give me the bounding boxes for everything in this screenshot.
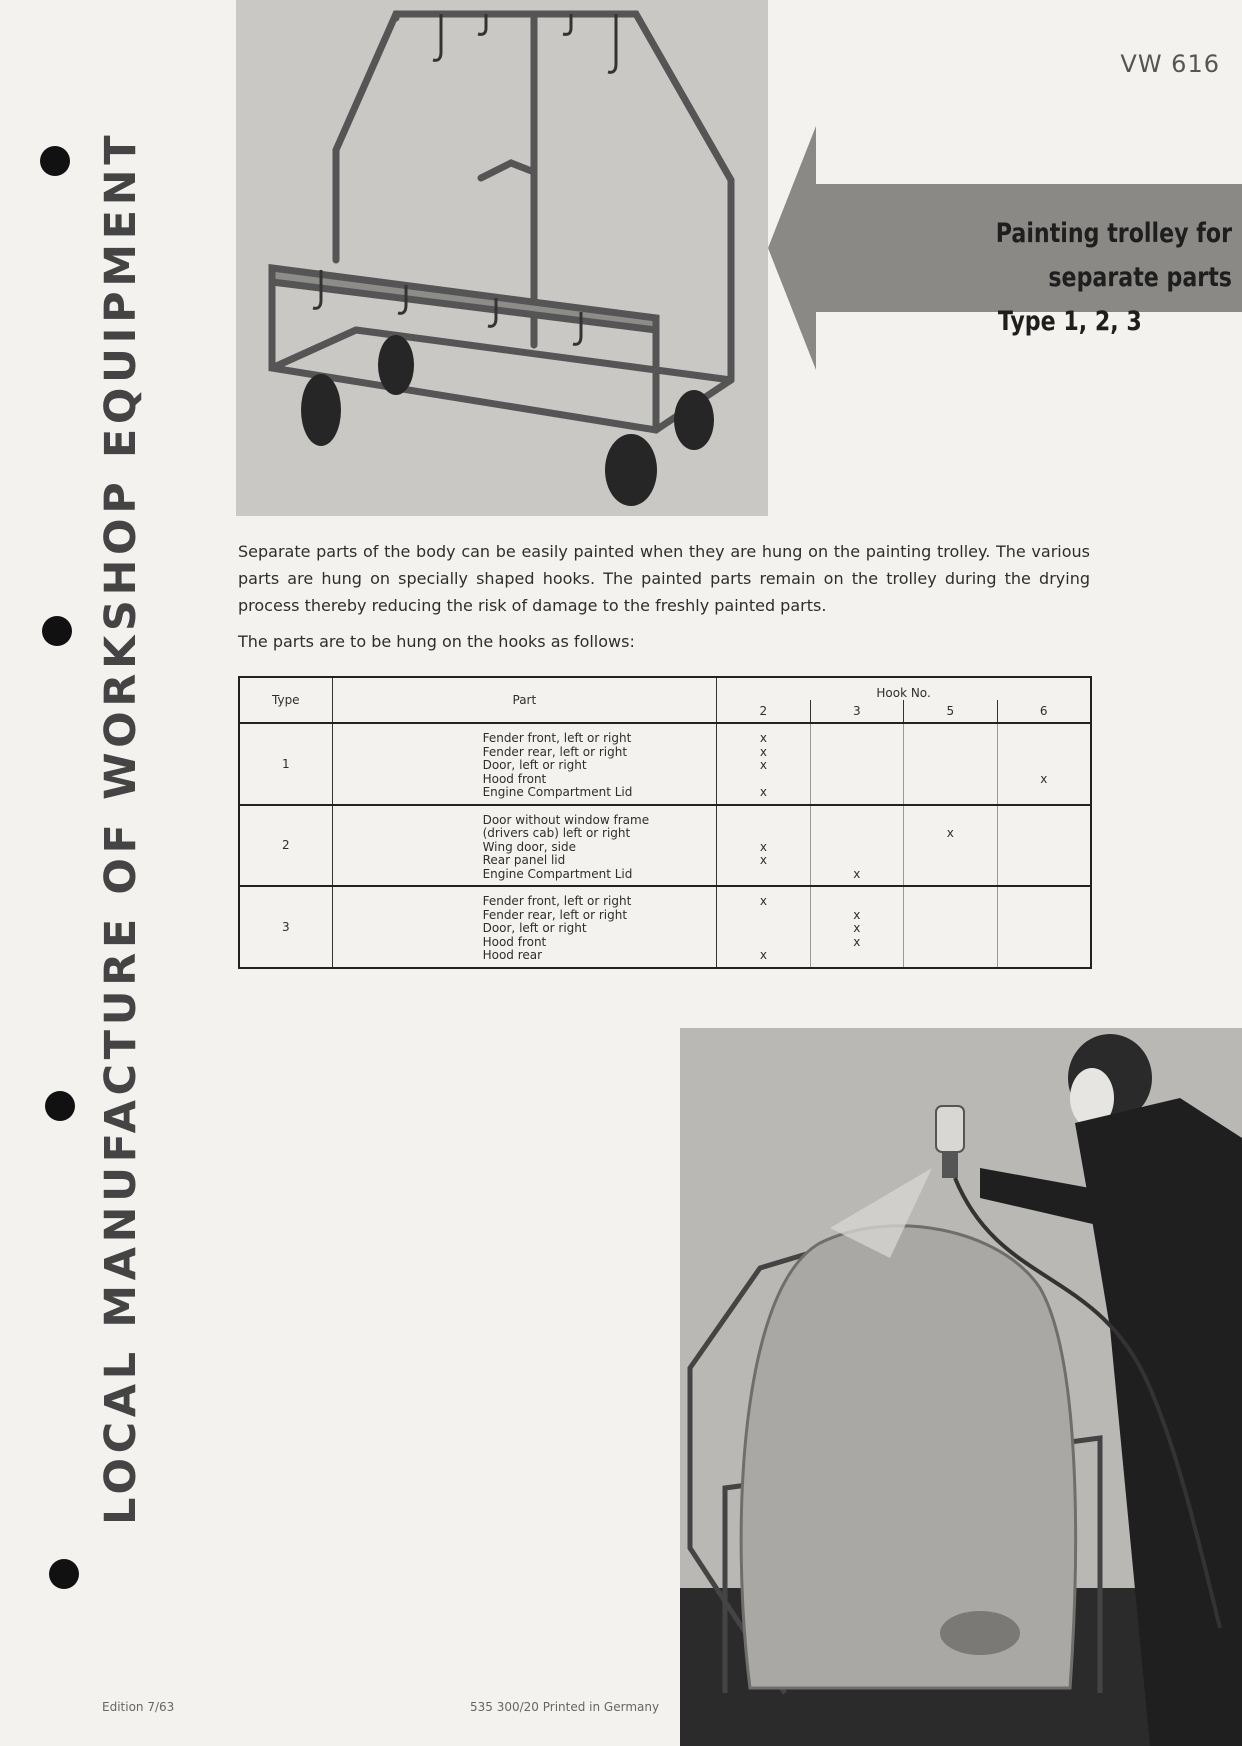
- hook-3-marks: [810, 805, 903, 887]
- part-cell: [332, 805, 717, 887]
- hook-assignment-table: [238, 676, 1092, 969]
- table-row: [239, 886, 1091, 968]
- hook-mark: [998, 854, 1091, 868]
- hook-2-marks: [717, 886, 810, 968]
- trolley-photo: [236, 0, 768, 516]
- hook-mark: x: [759, 785, 767, 799]
- hook-mark: [998, 814, 1091, 828]
- part-cell: [332, 723, 717, 805]
- page-title: [878, 212, 1232, 344]
- hook-mark: [904, 854, 996, 868]
- part-name: Wing door, side: [482, 839, 576, 854]
- hook-mark: [998, 841, 1091, 855]
- hook-mark: [811, 949, 903, 963]
- hook-mark: [904, 786, 996, 800]
- title-line-1: Painting trolley for separate parts: [995, 218, 1232, 293]
- part-name: Hood front: [482, 934, 547, 949]
- type-cell: 3: [239, 886, 332, 968]
- hook-mark: [717, 827, 809, 841]
- print-info: 535 300/20 Printed in Germany: [470, 1700, 660, 1714]
- hook-mark: [811, 814, 903, 828]
- hook-6-marks: [997, 886, 1091, 968]
- hook-mark: x: [853, 866, 861, 881]
- hook-mark: [998, 936, 1091, 950]
- hook-mark: [904, 922, 996, 936]
- hook-mark: [811, 895, 903, 909]
- hook-mark: [998, 909, 1091, 923]
- hook-mark: x: [759, 894, 767, 908]
- hook-mark: [904, 909, 996, 923]
- hook-mark: [904, 868, 996, 882]
- hook-mark: x: [759, 853, 767, 867]
- hook-mark: [904, 895, 996, 909]
- hook-mark: x: [759, 744, 767, 759]
- hook-number: 5: [904, 700, 997, 723]
- hook-mark: [811, 732, 903, 746]
- part-name: Rear panel lid: [482, 853, 566, 867]
- hook-mark: [998, 732, 1091, 746]
- hook-mark: [811, 746, 903, 760]
- hook-5-marks: [904, 805, 997, 887]
- hook-mark: [904, 746, 996, 760]
- table-lead-text: The parts are to be hung on the hooks as follows:: [238, 632, 635, 651]
- hook-mark: [998, 922, 1091, 936]
- hook-mark: [998, 786, 1091, 800]
- hook-mark: [904, 936, 996, 950]
- part-name: Fender front, left or right: [482, 731, 632, 745]
- type-cell: 1: [239, 723, 332, 805]
- hook-6-marks: [997, 805, 1091, 887]
- hook-mark: [717, 922, 809, 936]
- hook-mark: [811, 786, 903, 800]
- hook-5-marks: [904, 723, 997, 805]
- hook-number: 6: [997, 700, 1091, 723]
- hook-number: 3: [810, 700, 903, 723]
- hook-mark: [717, 909, 809, 923]
- hook-mark: [998, 827, 1091, 841]
- hook-mark: [717, 814, 809, 828]
- type-cell: 2: [239, 805, 332, 887]
- hook-mark: [998, 759, 1091, 773]
- hook-mark: [811, 841, 903, 855]
- hook-mark: x: [853, 907, 861, 922]
- part-name: Engine Compartment Lid: [482, 866, 633, 881]
- part-name: Fender rear, left or right: [482, 744, 628, 759]
- part-cell: [332, 886, 717, 968]
- hook-mark: [998, 868, 1091, 882]
- hook-mark: x: [759, 731, 767, 745]
- hook-mark: [811, 773, 903, 787]
- part-name: Hood rear: [482, 948, 543, 962]
- hook-mark: [717, 868, 809, 882]
- hook-mark: x: [759, 758, 767, 772]
- hook-mark: [904, 949, 996, 963]
- part-name: Door, left or right: [482, 758, 587, 772]
- hook-mark: [904, 841, 996, 855]
- hook-2-marks: [717, 805, 810, 887]
- hook-mark: [811, 759, 903, 773]
- type-column-header: Type: [239, 677, 332, 723]
- part-name: Engine Compartment Lid: [482, 785, 633, 799]
- hook-mark: [904, 773, 996, 787]
- edition-label: Edition 7/63: [102, 1700, 175, 1714]
- part-name: Door, left or right: [482, 921, 587, 935]
- hook-number: 2: [717, 700, 810, 723]
- hook-mark: x: [1040, 771, 1048, 786]
- part-name: Fender rear, left or right: [482, 907, 628, 922]
- part-name: (drivers cab) left or right: [482, 826, 631, 840]
- hook-mark: x: [853, 921, 861, 935]
- intro-paragraph: Separate parts of the body can be easily painted when they are hung on the painting trolley. The various parts are hung on specially shaped hooks. The painted parts remain on the trolley during the drying process thereby reducing the risk of damage to the freshly painted parts.: [238, 542, 1090, 615]
- hook-5-marks: [904, 886, 997, 968]
- hook-mark: x: [759, 839, 767, 854]
- hook-6-marks: [997, 723, 1091, 805]
- hook-mark: [904, 732, 996, 746]
- title-line-2: Type 1, 2, 3: [997, 306, 1142, 337]
- hook-mark: [998, 895, 1091, 909]
- hook-mark: x: [853, 934, 861, 949]
- hook-mark: [717, 773, 809, 787]
- side-title: LOCAL MANUFACTURE OF WORKSHOP EQUIPMENT: [96, 130, 146, 1525]
- hook-mark: x: [946, 826, 954, 840]
- hook-3-marks: [810, 886, 903, 968]
- part-column-header: Part: [332, 677, 717, 723]
- hook-mark: [811, 854, 903, 868]
- part-name: Door without window frame: [482, 812, 650, 827]
- table-row: [239, 805, 1091, 887]
- hook-mark: [998, 746, 1091, 760]
- hook-3-marks: [810, 723, 903, 805]
- hook-mark: [998, 949, 1091, 963]
- part-name: Fender front, left or right: [482, 894, 632, 908]
- hook-mark: [904, 759, 996, 773]
- hook-column-header: Hook No.: [717, 677, 1091, 700]
- punch-hole: [49, 1559, 79, 1589]
- hook-mark: [717, 936, 809, 950]
- hook-mark: [811, 827, 903, 841]
- spray-painting-photo: [680, 1028, 1242, 1746]
- hook-mark: [904, 814, 996, 828]
- punch-hole: [42, 616, 72, 646]
- hook-mark: x: [759, 948, 767, 962]
- punch-hole: [45, 1091, 75, 1121]
- punch-hole: [40, 146, 70, 176]
- table-row: [239, 723, 1091, 805]
- hook-2-marks: [717, 723, 810, 805]
- part-name: Hood front: [482, 771, 547, 786]
- document-number: VW 616: [1120, 50, 1220, 78]
